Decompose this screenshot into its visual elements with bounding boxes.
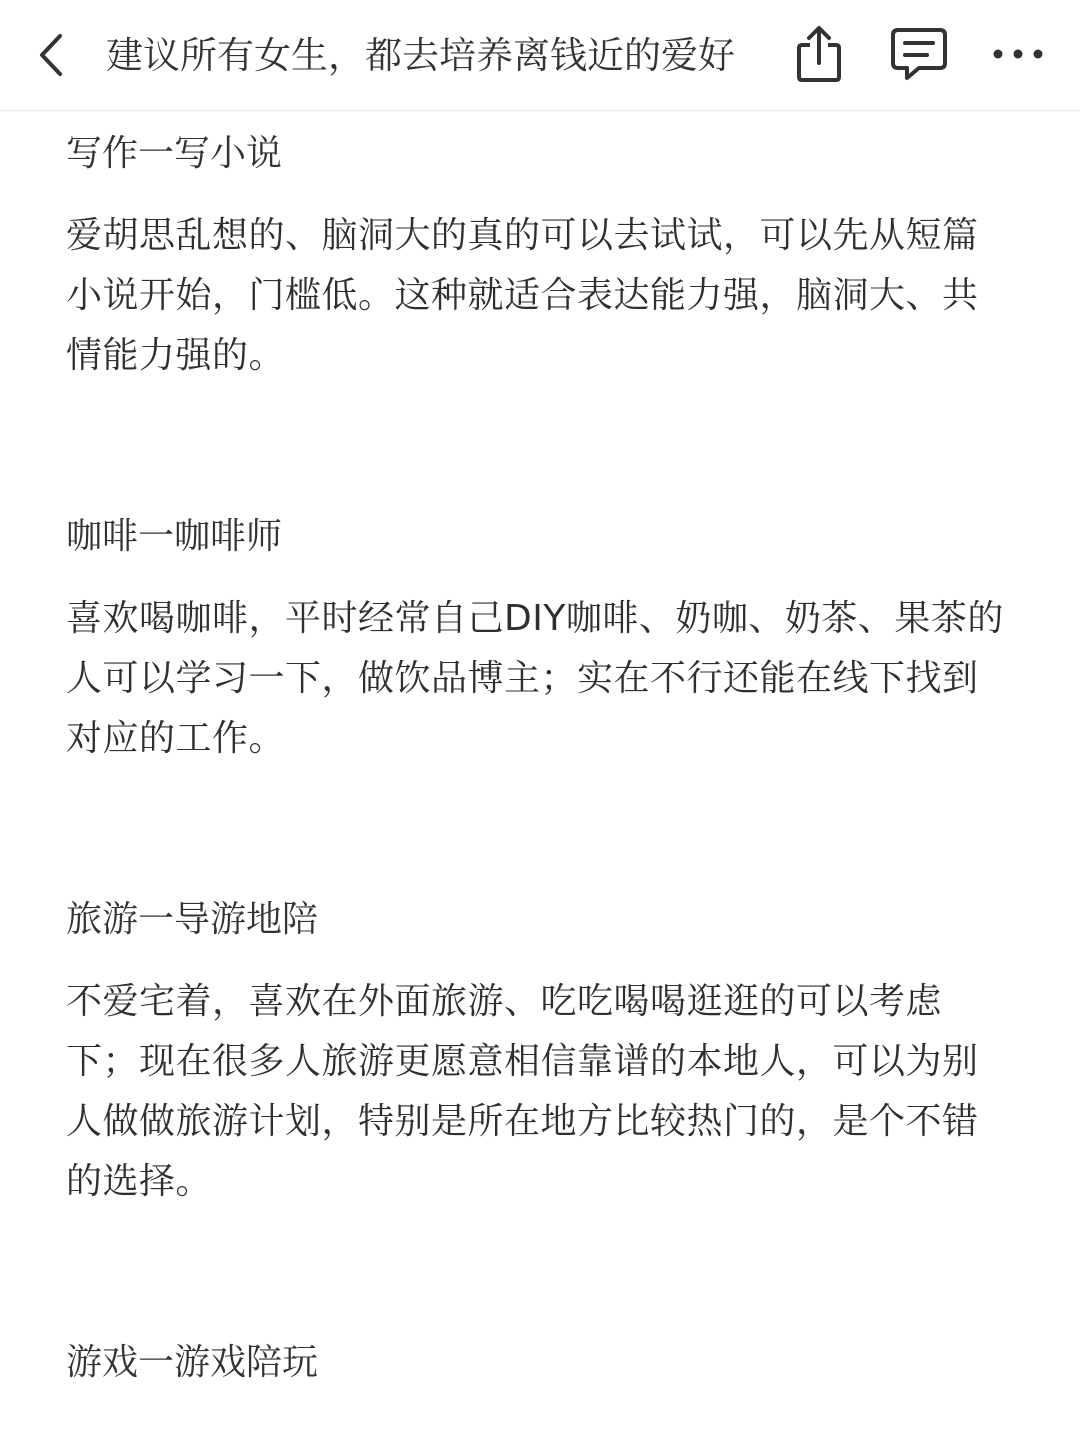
share-icon <box>792 23 846 85</box>
section-travel <box>66 890 1006 1212</box>
top-navigation-bar <box>0 0 1080 111</box>
chevron-left-icon <box>36 32 66 78</box>
more-button[interactable] <box>986 22 1050 86</box>
section-writing <box>66 124 1006 386</box>
share-button[interactable] <box>787 22 851 86</box>
section-coffee <box>66 507 1006 769</box>
section-heading: 旅游一导游地陪 <box>66 899 319 940</box>
more-dots-icon <box>988 44 1048 64</box>
section-heading: 游戏一游戏陪玩 <box>66 1342 319 1383</box>
back-button[interactable] <box>26 26 76 84</box>
comment-button[interactable] <box>887 22 951 86</box>
section-body: 爱胡思乱想的、脑洞大的真的可以去试试，可以先从短篇小说开始，门槛低。这种就适合表达能力强，脑洞大、共情能力强的。 <box>66 215 979 376</box>
section-body: 不爱宅着，喜欢在外面旅游、吃吃喝喝逛逛的可以考虑下；现在很多人旅游更愿意相信靠谱的本地人，可以为别人做做旅游计划，特别是所在地方比较热门的，是个不错的选择。 <box>66 981 979 1202</box>
article-content <box>66 124 1006 1393</box>
page-title: 建议所有女生，都去培养离钱近的爱好 <box>106 34 735 77</box>
section-gaming <box>66 1333 1006 1393</box>
section-body: 喜欢喝咖啡，平时经常自己DIY咖啡、奶咖、奶茶、果茶的人可以学习一下，做饮品博主；实在不行还能在线下找到对应的工作。 <box>66 598 1004 759</box>
section-heading: 咖啡一咖啡师 <box>66 516 283 557</box>
comment-icon <box>889 25 949 83</box>
section-heading: 写作一写小说 <box>66 133 283 174</box>
